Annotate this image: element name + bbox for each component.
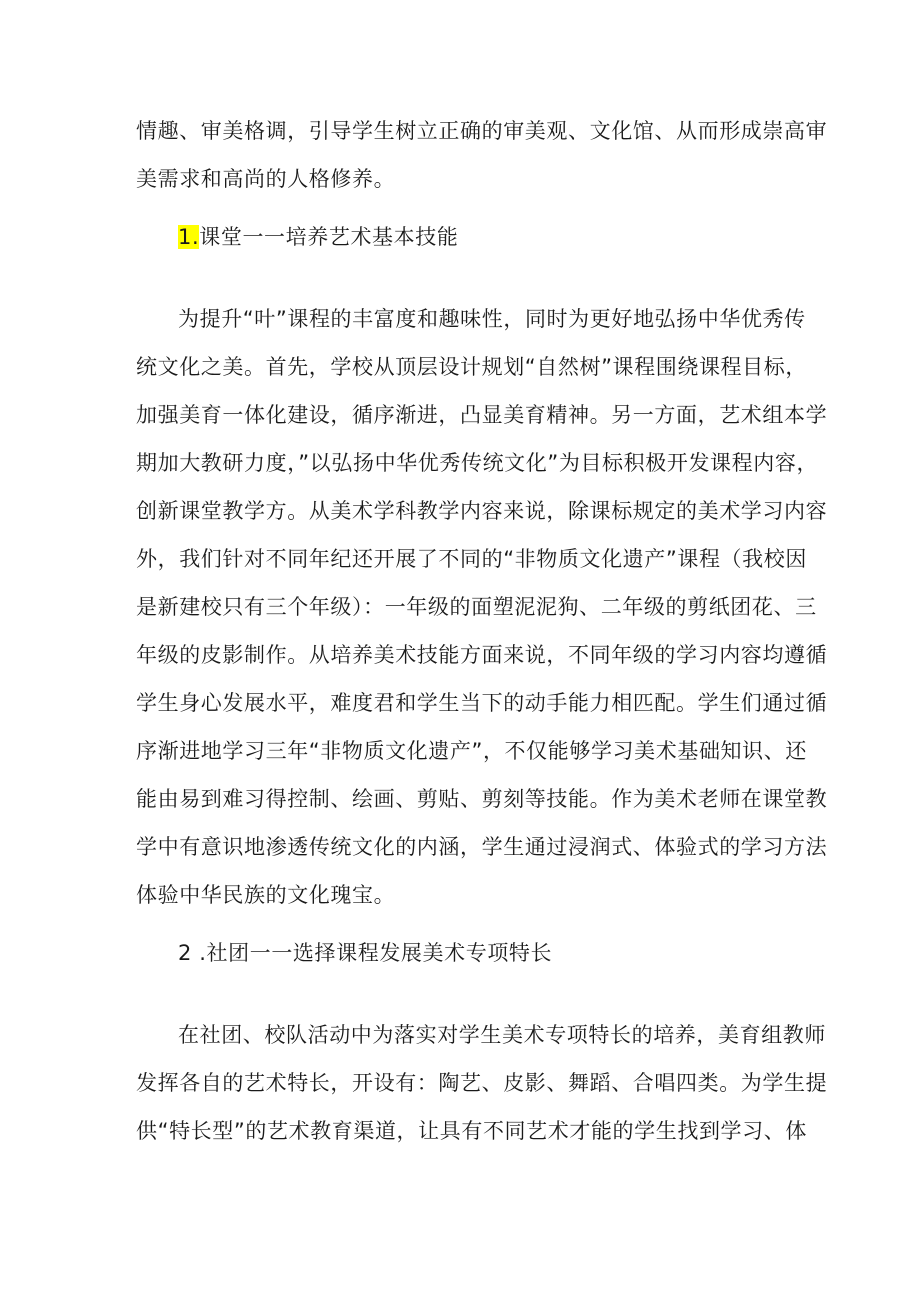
para1-line-12: 学中有意识地渗透传统文化的内涵，学生通过浸润式、体验式的学习方法 [136, 835, 828, 859]
para2-line-1: 在社团、校队活动中为落实对学生美术专项特长的培养，美育组教师 [178, 1023, 826, 1047]
para1-line-9: 学生身心发展水平，难度君和学生当下的动手能力相匹配。学生们通过循 [136, 691, 828, 715]
para1-line-13: 体验中华民族的文化瑰宝。 [136, 883, 396, 907]
para1-line-5: 创新课堂教学方。从美术学科教学内容来说，除课标规定的美术学习内容 [136, 499, 828, 523]
para1-line-2: 统文化之美。首先，学校从顶层设计规划“自然树”课程围绕课程目标， [136, 355, 807, 379]
section-1-title: 课堂一一培养艺术基本技能 [199, 225, 459, 249]
para1-line-8: 年级的皮影制作。从培养美术技能方面来说，不同年级的学习内容均遵循 [136, 643, 828, 667]
section-2-heading [178, 938, 552, 968]
para1-line-11: 能由易到难习得控制、绘画、剪贴、剪刻等技能。作为美术老师在课堂教 [136, 787, 828, 811]
para1-line-3: 加强美育一体化建设，循序渐进，凸显美育精神。另一方面，艺术组本学 [136, 403, 828, 427]
para2-line-3: 供“特长型”的艺术教育渠道，让具有不同艺术才能的学生找到学习、体 [136, 1119, 807, 1143]
para1-line-7: 是新建校只有三个年级）：一年级的面塑泥泥狗、二年级的剪纸团花、三 [136, 595, 817, 619]
intro-line-2: 美需求和高尚的人格修养。 [136, 167, 396, 191]
section-1-number: 1. [178, 225, 200, 249]
section-2-title: 社团一一选择课程发展美术专项特长 [206, 941, 553, 965]
para1-line-6: 外，我们针对不同年纪还开展了不同的“非物质文化遗产”课程（我校因 [136, 547, 807, 571]
para1-line-4: 期加大教研力度，”以弘扬中华优秀传统文化”为目标积极开发课程内容， [136, 451, 819, 475]
intro-line-1: 情趣、审美格调，引导学生树立正确的审美观、文化馆、从而形成崇高审 [136, 119, 828, 143]
para2-line-2: 发挥各自的艺术特长，开设有：陶艺、皮影、舞蹈、合唱四类。为学生提 [136, 1071, 828, 1095]
para1-line-1: 为提升“叶”课程的丰富度和趣味性，同时为更好地弘扬中华优秀传 [178, 307, 806, 331]
section-1-heading [178, 222, 458, 252]
para1-line-10: 序渐进地学习三年“非物质文化遗产”，不仅能够学习美术基础知识、还 [136, 739, 807, 763]
section-2-number: 2 . [178, 941, 207, 965]
